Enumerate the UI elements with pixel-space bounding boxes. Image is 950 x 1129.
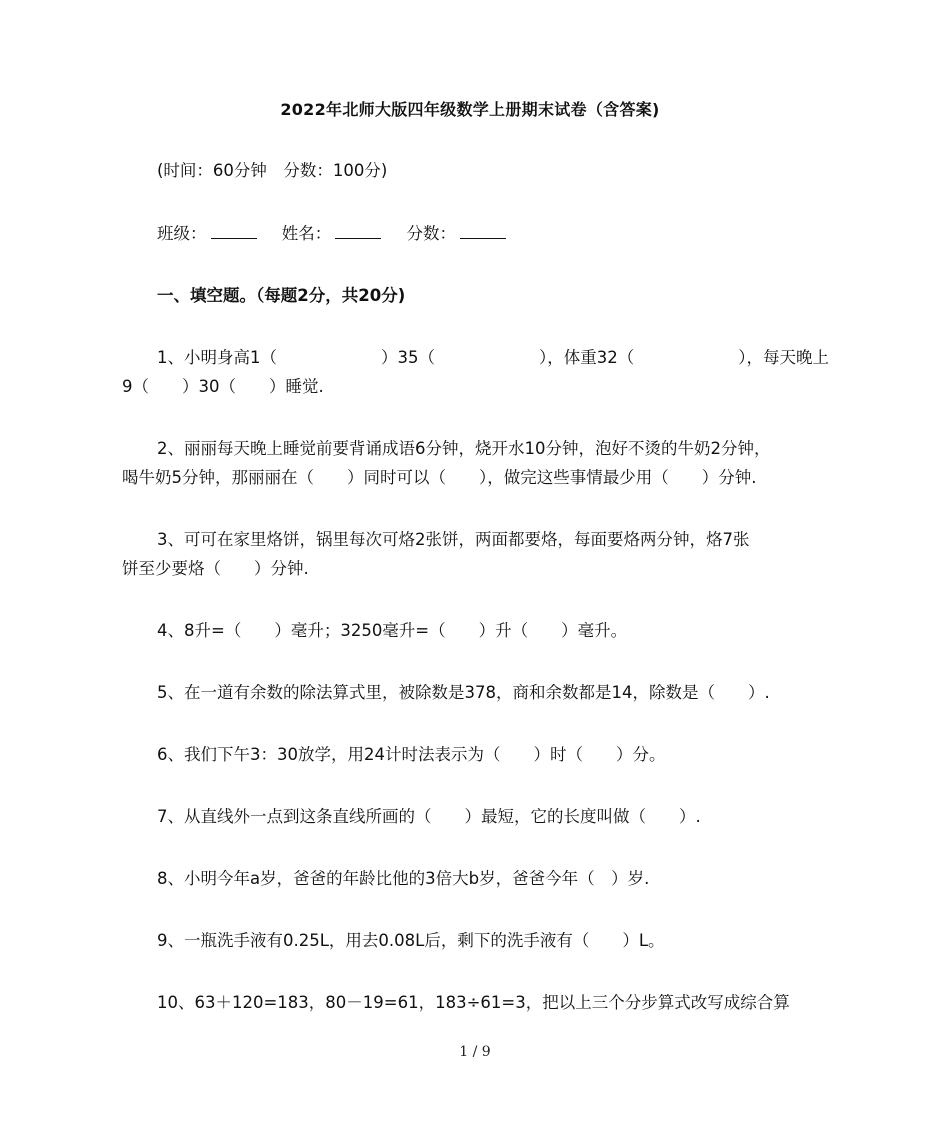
q1-part-2: ）35（: [381, 348, 435, 367]
question-1-line2: 9（ ）30（ ）睡觉.: [122, 377, 324, 396]
question-1-line1: [0, 347, 950, 369]
exam-info: (时间：60分钟 分数：100分): [157, 161, 388, 180]
score-label: 分数：: [406, 224, 456, 243]
question-6: 6、我们下午3：30放学，用24计时法表示为（ ）时（ ）分。: [157, 745, 666, 764]
page-number: 1 / 9: [459, 1044, 491, 1060]
section-heading: 一、填空题。（每题2分，共20分): [157, 286, 406, 305]
question-7: 7、从直线外一点到这条直线所画的（ ）最短，它的长度叫做（ ）.: [157, 807, 701, 826]
question-8: 8、小明今年a岁，爸爸的年龄比他的3倍大b岁，爸爸今年（ ）岁.: [157, 869, 650, 888]
q1-part-4: ），每天晚上: [738, 348, 829, 367]
document-title: 2022年北师大版四年级数学上册期末试卷（含答案): [280, 100, 660, 119]
question-3-line1: 3、可可在家里烙饼，锅里每次可烙2张饼，两面都要烙，每面要烙两分钟，烙7张: [157, 530, 750, 549]
question-5: 5、在一道有余数的除法算式里，被除数是378，商和余数都是14，除数是（ ）.: [157, 683, 770, 702]
question-2-line2: 喝牛奶5分钟，那丽丽在（ ）同时可以（ ），做完这些事情最少用（ ）分钟.: [122, 468, 757, 487]
class-blank: [211, 224, 257, 239]
name-label: 姓名：: [281, 224, 332, 243]
q1-part-3: ），体重32（: [539, 348, 635, 367]
name-blank: [335, 224, 381, 239]
q1-part-1: 1、小明身高1（: [157, 348, 277, 367]
question-4: 4、8升=（ ）毫升；3250毫升=（ ）升（ ）毫升。: [157, 621, 628, 640]
question-9: 9、一瓶洗手液有0.25L，用去0.08L后，剩下的洗手液有（ ）L。: [157, 931, 665, 950]
question-3-line2: 饼至少要烙（ ）分钟.: [122, 559, 309, 578]
student-info-row: [157, 223, 526, 245]
question-10: 10、63＋120=183，80－19=61，183÷61=3，把以上三个分步算式改写成综合算: [157, 993, 790, 1012]
score-blank: [460, 224, 506, 239]
question-2-line1: 2、丽丽每天晚上睡觉前要背诵成语6分钟，烧开水10分钟，泡好不烫的牛奶2分钟，: [157, 439, 771, 458]
class-label: 班级：: [157, 224, 207, 243]
